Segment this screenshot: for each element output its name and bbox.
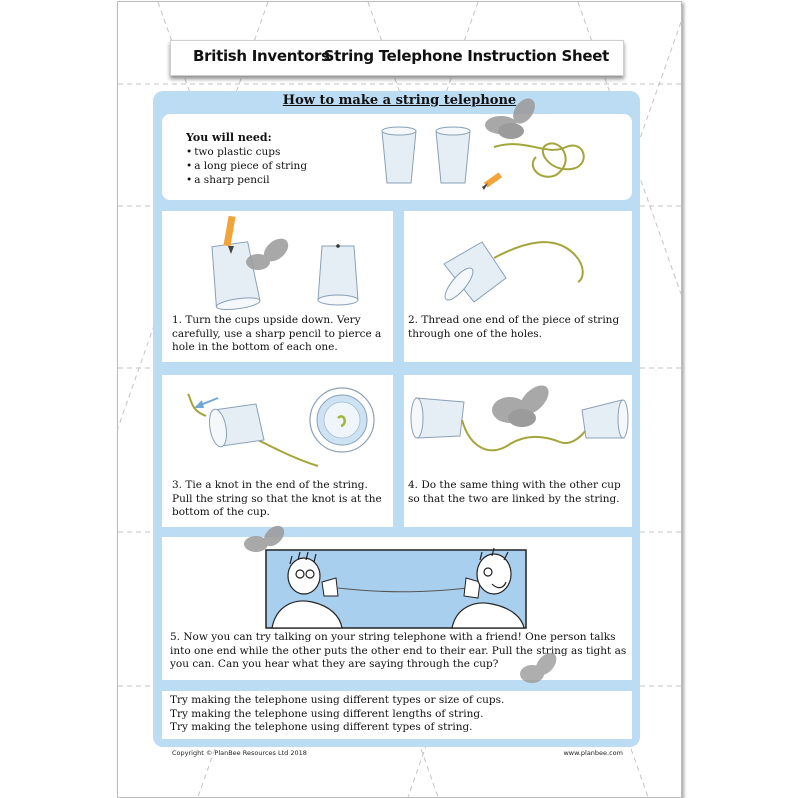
list-item: • a long piece of string xyxy=(186,159,307,173)
bee-mascot-icon xyxy=(246,234,293,270)
list-item: Try making the telephone using different lengths of string. xyxy=(170,707,484,720)
step-5-text: 5. Now you can try talking on your string telephone with a friend! One person talks into one end while the other puts the other end to their ear. Pull the string as tight as you can. Can you hear what they are saying through the cup? xyxy=(170,631,627,670)
cup-icon xyxy=(411,398,464,438)
extension-list xyxy=(170,694,630,735)
materials-illustration xyxy=(376,117,606,199)
step-2-illustration xyxy=(434,224,604,310)
cup-icon xyxy=(436,127,470,183)
list-item: Try making the telephone using different types of string. xyxy=(170,721,473,733)
page-title: How to make a string telephone xyxy=(282,93,517,108)
step-1-text: 1. Turn the cups upside down. Very carefully, use a sharp pencil to pierce a hole in the bottom of each one. xyxy=(172,314,382,353)
step-3-text: 3. Tie a knot in the end of the string. Pull the string so that the knot is at the bottom of the cup. xyxy=(172,479,382,518)
cup-icon xyxy=(382,127,416,183)
header-subject: British Inventors xyxy=(193,47,330,65)
cup-icon xyxy=(441,242,506,304)
copyright-text: Copyright © PlanBee Resources Ltd 2018 xyxy=(172,749,307,757)
step-1-illustration xyxy=(206,214,386,312)
step-4-illustration xyxy=(410,378,628,470)
website-link[interactable]: www.planbee.com xyxy=(563,749,623,757)
step-2-text: 2. Thread one end of the piece of string through one of the holes. xyxy=(408,314,620,340)
bee-mascot-icon xyxy=(492,380,554,427)
header-bar xyxy=(170,40,624,76)
cup-icon xyxy=(318,244,358,305)
header-sheet-title: String Telephone Instruction Sheet xyxy=(323,47,609,65)
cup-icon xyxy=(582,400,628,438)
list-item: • a sharp pencil xyxy=(186,173,307,187)
bee-mascot-icon xyxy=(518,652,558,692)
cup-bottom-icon xyxy=(310,388,374,452)
step-3-illustration xyxy=(178,380,388,476)
step-4-text: 4. Do the same thing with the other cup so that the two are linked by the string. xyxy=(408,479,621,505)
materials-list xyxy=(186,145,307,187)
pencil-icon xyxy=(482,172,502,190)
cup-icon xyxy=(208,241,261,311)
worksheet-page xyxy=(117,1,682,798)
list-item: • two plastic cups xyxy=(186,145,307,159)
string-coil xyxy=(494,143,584,176)
list-item: Try making the telephone using different types or size of cups. xyxy=(170,694,505,706)
step-5-illustration xyxy=(242,542,542,628)
cup-icon xyxy=(207,404,264,448)
string-icon xyxy=(494,242,583,282)
materials-heading: You will need: xyxy=(186,131,272,144)
